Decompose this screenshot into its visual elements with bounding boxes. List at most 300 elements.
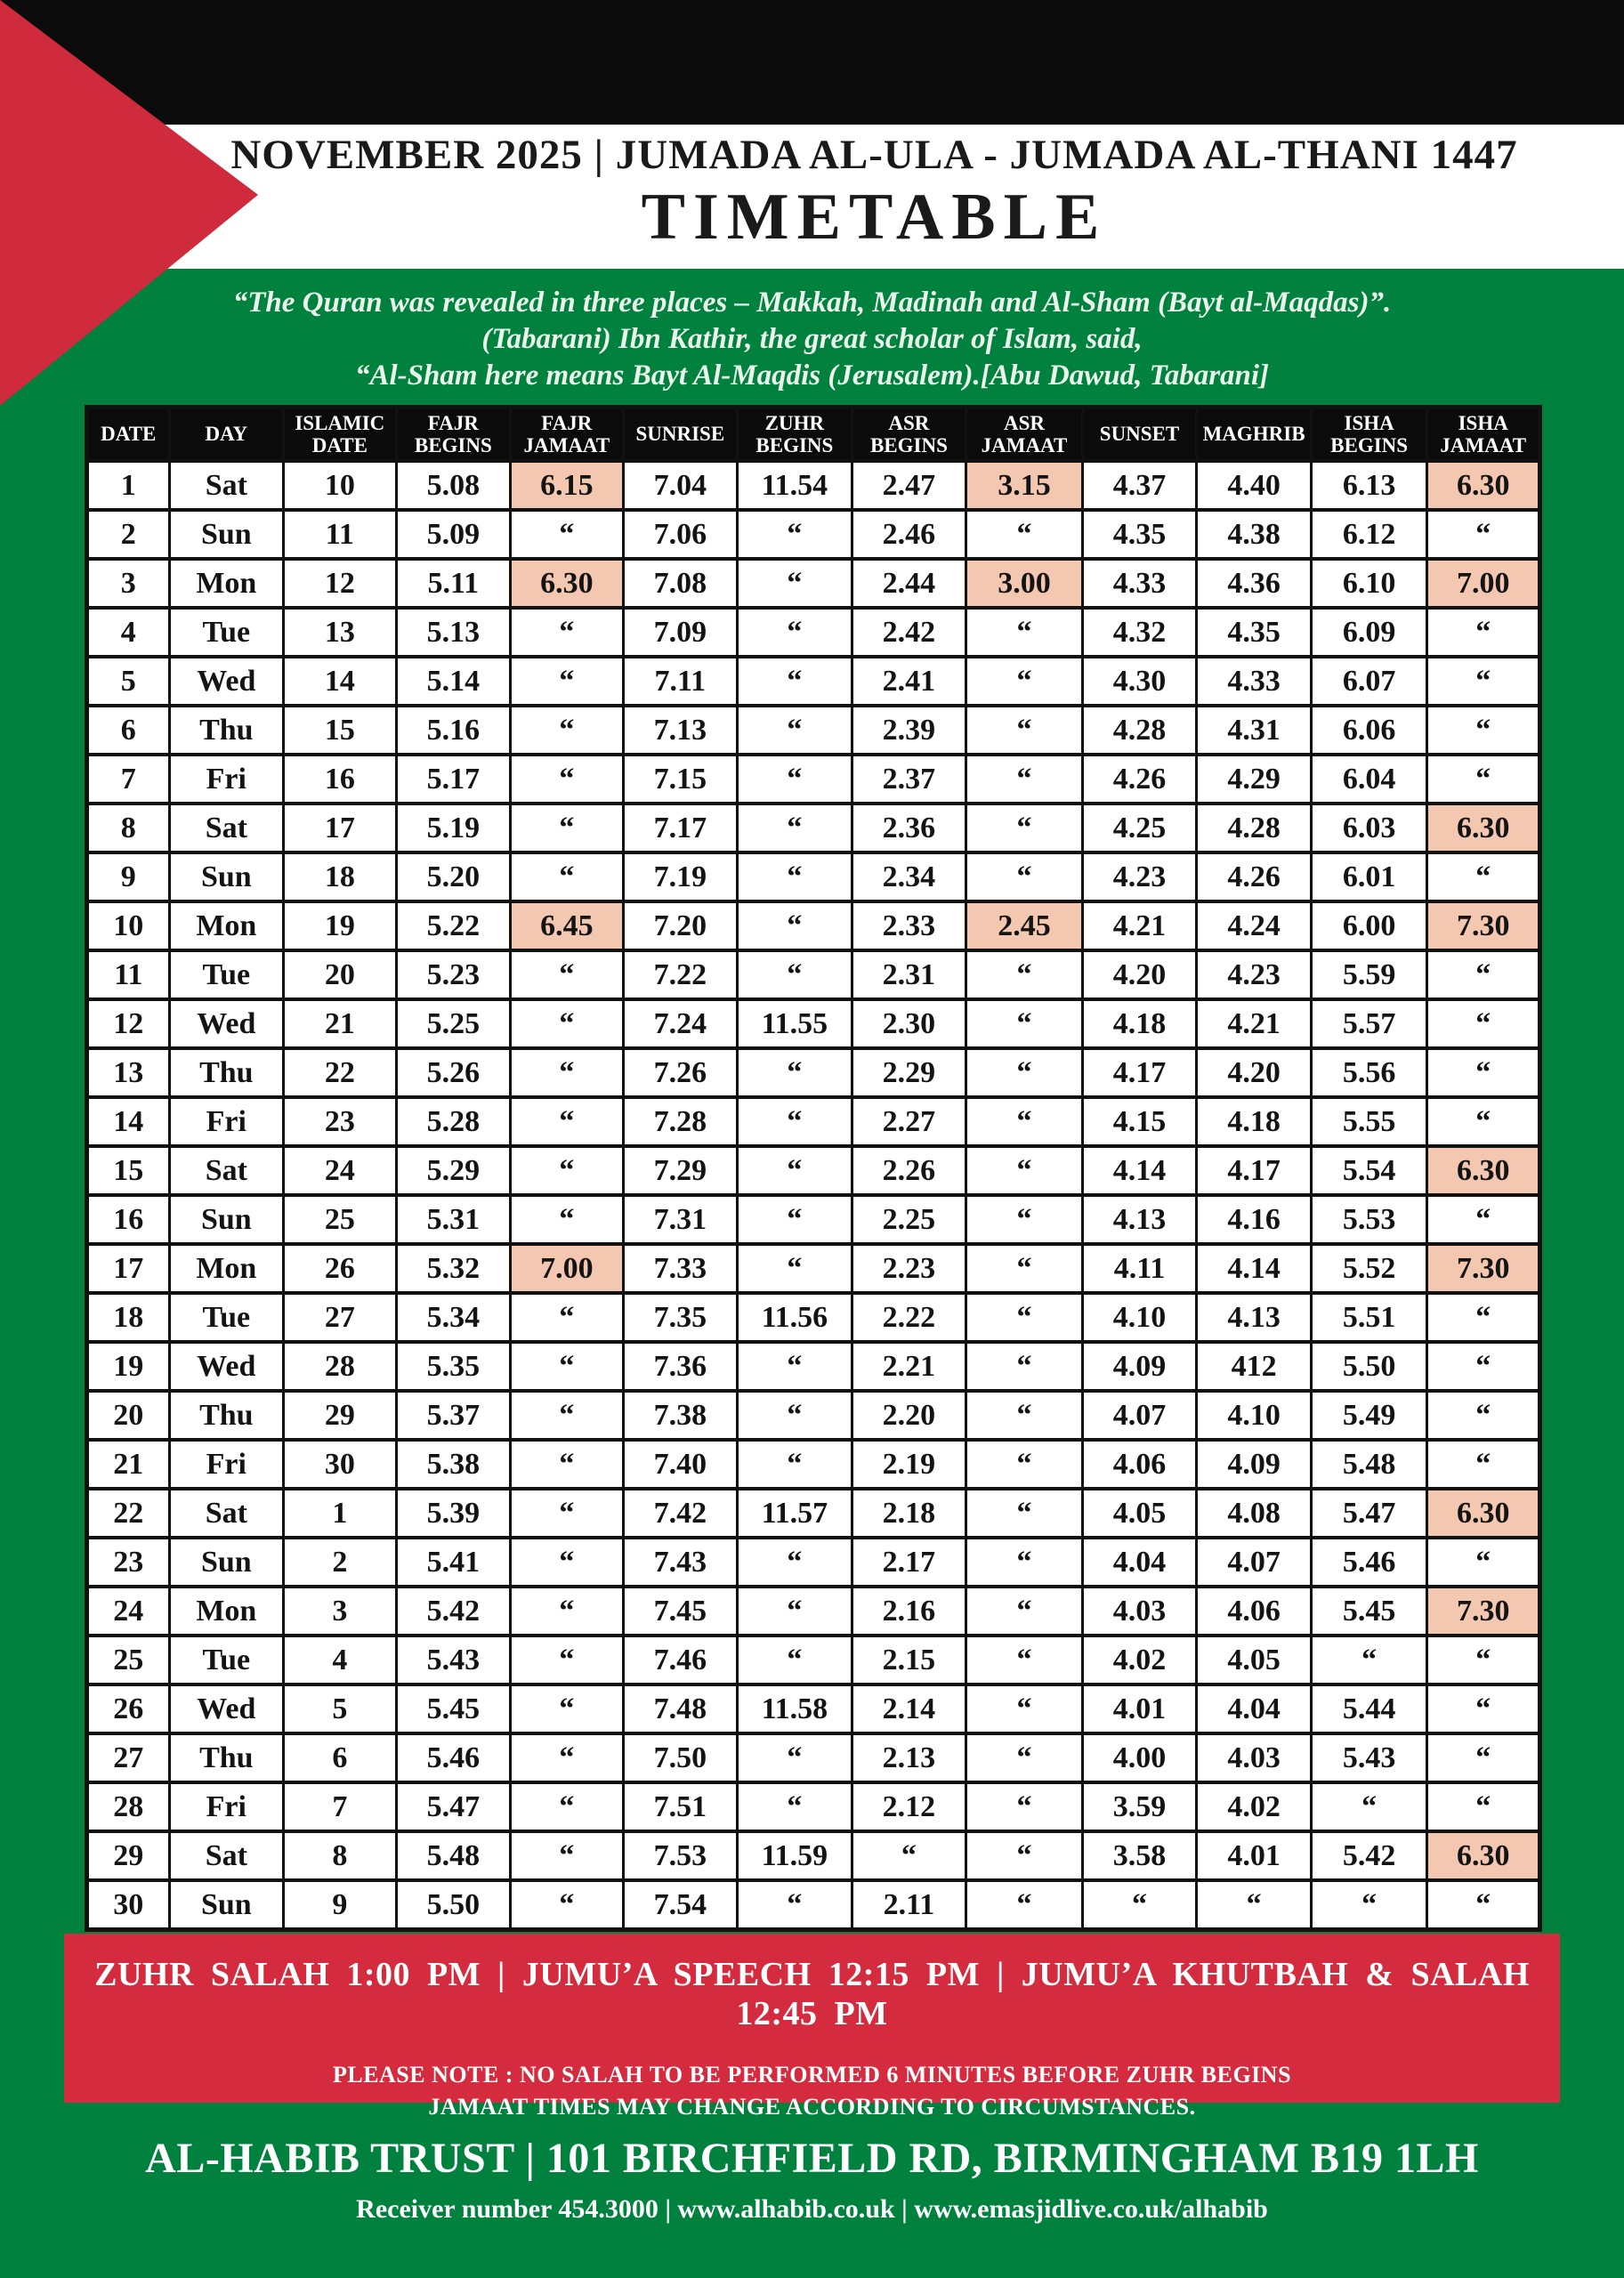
- table-cell: “: [966, 706, 1083, 755]
- table-cell: 3: [87, 559, 170, 608]
- table-row: [87, 999, 1540, 1048]
- table-cell: 4.04: [1082, 1538, 1197, 1587]
- table-cell: “: [1197, 1880, 1312, 1930]
- table-cell: 12: [284, 559, 396, 608]
- table-cell: 6.04: [1311, 755, 1427, 804]
- table-cell: 7.48: [623, 1684, 738, 1733]
- table-cell: 28: [87, 1782, 170, 1831]
- table-row: [87, 657, 1540, 706]
- table-cell: 4.18: [1197, 1097, 1312, 1146]
- table-cell: “: [738, 1391, 852, 1440]
- table-cell: 29: [87, 1831, 170, 1880]
- table-cell: “: [738, 901, 852, 950]
- table-cell: Sun: [169, 852, 284, 901]
- table-cell: 10: [284, 461, 396, 510]
- table-cell: 4.03: [1197, 1733, 1312, 1782]
- table-cell: 15: [87, 1146, 170, 1195]
- table-cell: 7.26: [623, 1048, 738, 1097]
- table-cell: 7.53: [623, 1831, 738, 1880]
- table-cell: 18: [284, 852, 396, 901]
- table-cell: “: [511, 1097, 623, 1146]
- table-cell: 4.29: [1197, 755, 1312, 804]
- jumua-info-banner: [64, 1934, 1560, 2120]
- table-cell: 1: [87, 461, 170, 510]
- table-cell: 5.55: [1311, 1097, 1427, 1146]
- table-cell: 5.19: [396, 804, 511, 852]
- table-cell: 4.17: [1197, 1146, 1312, 1195]
- table-cell: 9: [87, 852, 170, 901]
- table-cell: 4.09: [1082, 1342, 1197, 1391]
- table-row: [87, 461, 1540, 510]
- table-cell: 2.30: [852, 999, 966, 1048]
- table-cell: “: [511, 1391, 623, 1440]
- table-cell: 6.12: [1311, 510, 1427, 559]
- table-cell: 4.20: [1082, 950, 1197, 999]
- table-cell: “: [1427, 1636, 1540, 1684]
- table-cell: 5.39: [396, 1489, 511, 1538]
- table-cell: 4.01: [1197, 1831, 1312, 1880]
- table-cell: “: [738, 1880, 852, 1930]
- table-cell: 7.08: [623, 559, 738, 608]
- table-cell: “: [1427, 706, 1540, 755]
- table-row: [87, 1782, 1540, 1831]
- table-row: [87, 510, 1540, 559]
- table-cell: 6.15: [511, 461, 623, 510]
- table-cell: 4.35: [1197, 608, 1312, 657]
- table-cell: Wed: [169, 657, 284, 706]
- table-cell: 4: [87, 608, 170, 657]
- table-cell: 13: [284, 608, 396, 657]
- table-cell: Wed: [169, 1342, 284, 1391]
- table-cell: “: [1427, 1048, 1540, 1097]
- table-cell: “: [511, 852, 623, 901]
- table-cell: 412: [1197, 1342, 1312, 1391]
- table-cell: 6.30: [511, 559, 623, 608]
- table-cell: “: [1427, 1342, 1540, 1391]
- header-row: [87, 408, 1540, 462]
- table-cell: 4.28: [1082, 706, 1197, 755]
- table-cell: 7.42: [623, 1489, 738, 1538]
- table-cell: 24: [284, 1146, 396, 1195]
- table-cell: “: [1427, 1097, 1540, 1146]
- table-cell: 13: [87, 1048, 170, 1097]
- table-cell: “: [511, 608, 623, 657]
- table-cell: “: [966, 608, 1083, 657]
- table-cell: 5.47: [1311, 1489, 1427, 1538]
- table-cell: “: [966, 1293, 1083, 1342]
- table-cell: 5.14: [396, 657, 511, 706]
- table-cell: 4.13: [1197, 1293, 1312, 1342]
- table-cell: “: [966, 1733, 1083, 1782]
- footer-address: AL-HABIB TRUST | 101 BIRCHFIELD RD, BIRMINGHAM B19 1LH: [145, 2135, 1479, 2182]
- table-cell: “: [966, 1636, 1083, 1684]
- table-cell: 4.00: [1082, 1733, 1197, 1782]
- column-header-sunset: SUNSET: [1082, 408, 1197, 462]
- table-cell: 16: [87, 1195, 170, 1244]
- table-cell: 1: [284, 1489, 396, 1538]
- table-cell: 5.23: [396, 950, 511, 999]
- table-cell: 6.30: [1427, 461, 1540, 510]
- table-cell: 4.15: [1082, 1097, 1197, 1146]
- table-cell: 7.51: [623, 1782, 738, 1831]
- table-cell: 7.22: [623, 950, 738, 999]
- page-title: NOVEMBER 2025 | JUMADA AL-ULA - JUMADA AL-THANI 1447: [230, 132, 1518, 178]
- table-cell: 8: [87, 804, 170, 852]
- table-cell: 4.02: [1082, 1636, 1197, 1684]
- table-cell: 2.34: [852, 852, 966, 901]
- table-cell: “: [1082, 1880, 1197, 1930]
- table-cell: 7.43: [623, 1538, 738, 1587]
- table-cell: 3.59: [1082, 1782, 1197, 1831]
- table-cell: 4.38: [1197, 510, 1312, 559]
- table-cell: 5.56: [1311, 1048, 1427, 1097]
- table-row: [87, 1489, 1540, 1538]
- table-cell: 19: [87, 1342, 170, 1391]
- table-cell: 5.11: [396, 559, 511, 608]
- table-cell: 5: [87, 657, 170, 706]
- table-cell: “: [1427, 608, 1540, 657]
- table-cell: 4.25: [1082, 804, 1197, 852]
- column-header-fajr-begins: FAJR BEGINS: [396, 408, 511, 462]
- column-header-asr-jamaat: ASR JAMAAT: [966, 408, 1083, 462]
- table-cell: “: [738, 1097, 852, 1146]
- table-cell: 17: [87, 1244, 170, 1293]
- table-cell: 5.49: [1311, 1391, 1427, 1440]
- table-cell: 2.18: [852, 1489, 966, 1538]
- table-cell: “: [738, 1538, 852, 1587]
- table-cell: 5.43: [396, 1636, 511, 1684]
- table-cell: “: [511, 950, 623, 999]
- table-cell: 4.31: [1197, 706, 1312, 755]
- table-cell: “: [1427, 1782, 1540, 1831]
- table-cell: 2.41: [852, 657, 966, 706]
- table-cell: “: [738, 510, 852, 559]
- table-cell: 5.48: [1311, 1440, 1427, 1489]
- table-cell: 4.10: [1197, 1391, 1312, 1440]
- table-cell: 26: [87, 1684, 170, 1733]
- table-cell: 5.51: [1311, 1293, 1427, 1342]
- table-cell: 11.56: [738, 1293, 852, 1342]
- table-cell: 4.36: [1197, 559, 1312, 608]
- table-cell: “: [966, 852, 1083, 901]
- table-cell: 6.03: [1311, 804, 1427, 852]
- table-cell: Thu: [169, 1048, 284, 1097]
- table-cell: 4.02: [1197, 1782, 1312, 1831]
- table-cell: 4.05: [1197, 1636, 1312, 1684]
- table-cell: “: [511, 706, 623, 755]
- column-header-isha-begins: ISHA BEGINS: [1311, 408, 1427, 462]
- table-row: [87, 1538, 1540, 1587]
- table-cell: “: [966, 1391, 1083, 1440]
- table-cell: 4.09: [1197, 1440, 1312, 1489]
- table-cell: 4.26: [1197, 852, 1312, 901]
- table-cell: 7.13: [623, 706, 738, 755]
- table-cell: 7.31: [623, 1195, 738, 1244]
- table-cell: 7.54: [623, 1880, 738, 1930]
- table-cell: 28: [284, 1342, 396, 1391]
- table-row: [87, 706, 1540, 755]
- table-cell: 18: [87, 1293, 170, 1342]
- table-cell: “: [738, 1342, 852, 1391]
- table-cell: “: [966, 999, 1083, 1048]
- table-cell: “: [966, 755, 1083, 804]
- table-row: [87, 1097, 1540, 1146]
- table-cell: 29: [284, 1391, 396, 1440]
- table-cell: Sat: [169, 1831, 284, 1880]
- table-cell: 2.31: [852, 950, 966, 999]
- table-cell: 2.17: [852, 1538, 966, 1587]
- table-cell: Sun: [169, 1538, 284, 1587]
- table-cell: 7.30: [1427, 1587, 1540, 1636]
- column-header-asr-begins: ASR BEGINS: [852, 408, 966, 462]
- table-cell: “: [966, 1782, 1083, 1831]
- table-cell: “: [738, 706, 852, 755]
- table-cell: 4.04: [1197, 1684, 1312, 1733]
- table-cell: 4.16: [1197, 1195, 1312, 1244]
- flag-black-bar: [0, 0, 1624, 125]
- table-cell: 24: [87, 1587, 170, 1636]
- table-cell: “: [738, 1048, 852, 1097]
- table-cell: Thu: [169, 706, 284, 755]
- table-row: [87, 1048, 1540, 1097]
- table-row: [87, 804, 1540, 852]
- table-cell: Thu: [169, 1391, 284, 1440]
- table-cell: 4.32: [1082, 608, 1197, 657]
- table-cell: “: [738, 1587, 852, 1636]
- table-cell: 5.50: [1311, 1342, 1427, 1391]
- table-cell: 7.06: [623, 510, 738, 559]
- table-cell: “: [1427, 1684, 1540, 1733]
- table-cell: 2.29: [852, 1048, 966, 1097]
- table-cell: 7.28: [623, 1097, 738, 1146]
- table-cell: “: [511, 510, 623, 559]
- table-row: [87, 1391, 1540, 1440]
- page-subtitle: TIMETABLE: [641, 181, 1108, 254]
- table-cell: 16: [284, 755, 396, 804]
- table-cell: 3.15: [966, 461, 1083, 510]
- table-cell: 7.24: [623, 999, 738, 1048]
- table-cell: 6.30: [1427, 1831, 1540, 1880]
- table-cell: Sun: [169, 1880, 284, 1930]
- table-cell: 4.08: [1197, 1489, 1312, 1538]
- table-cell: “: [1427, 1733, 1540, 1782]
- table-cell: “: [1427, 510, 1540, 559]
- table-cell: Mon: [169, 559, 284, 608]
- table-cell: 11.54: [738, 461, 852, 510]
- table-cell: 7.35: [623, 1293, 738, 1342]
- table-cell: 10: [87, 901, 170, 950]
- table-cell: “: [511, 999, 623, 1048]
- table-cell: 4.13: [1082, 1195, 1197, 1244]
- table-cell: Tue: [169, 1293, 284, 1342]
- table-cell: Fri: [169, 1097, 284, 1146]
- table-cell: Wed: [169, 999, 284, 1048]
- table-cell: 5.47: [396, 1782, 511, 1831]
- table-cell: “: [966, 1538, 1083, 1587]
- table-cell: “: [966, 1880, 1083, 1930]
- table-cell: 21: [87, 1440, 170, 1489]
- table-cell: 5.42: [1311, 1831, 1427, 1880]
- table-cell: 4.21: [1197, 999, 1312, 1048]
- table-cell: “: [738, 559, 852, 608]
- table-cell: 30: [284, 1440, 396, 1489]
- table-cell: 5: [284, 1684, 396, 1733]
- table-cell: Mon: [169, 1587, 284, 1636]
- table-cell: “: [511, 1733, 623, 1782]
- table-cell: 7.19: [623, 852, 738, 901]
- table-row: [87, 852, 1540, 901]
- table-cell: 4.40: [1197, 461, 1312, 510]
- table-cell: 6.09: [1311, 608, 1427, 657]
- table-cell: 5.35: [396, 1342, 511, 1391]
- table-cell: 4.06: [1082, 1440, 1197, 1489]
- table-cell: 4.17: [1082, 1048, 1197, 1097]
- table-cell: 2.33: [852, 901, 966, 950]
- table-cell: 9: [284, 1880, 396, 1930]
- table-cell: “: [511, 1587, 623, 1636]
- table-cell: “: [966, 1831, 1083, 1880]
- table-cell: Fri: [169, 1782, 284, 1831]
- table-cell: 5.13: [396, 608, 511, 657]
- table-cell: 5.48: [396, 1831, 511, 1880]
- table-cell: Thu: [169, 1733, 284, 1782]
- table-cell: 6.30: [1427, 1146, 1540, 1195]
- table-cell: 5.22: [396, 901, 511, 950]
- table-cell: “: [966, 1097, 1083, 1146]
- table-cell: 4.26: [1082, 755, 1197, 804]
- table-cell: 5.28: [396, 1097, 511, 1146]
- table-cell: 7.29: [623, 1146, 738, 1195]
- table-cell: 4.05: [1082, 1489, 1197, 1538]
- table-cell: “: [738, 657, 852, 706]
- table-cell: 6.06: [1311, 706, 1427, 755]
- banner-prayer-times: ZUHR SALAH 1:00 PM | JUMU’A SPEECH 12:15 PM | JUMU’A KHUTBAH & SALAH 12:45 PM: [94, 1956, 1530, 2032]
- table-cell: Wed: [169, 1684, 284, 1733]
- table-cell: 4.21: [1082, 901, 1197, 950]
- table-cell: “: [511, 1782, 623, 1831]
- table-cell: 7.33: [623, 1244, 738, 1293]
- table-cell: 4.35: [1082, 510, 1197, 559]
- table-cell: 4.23: [1197, 950, 1312, 999]
- table-cell: “: [1311, 1880, 1427, 1930]
- table-cell: 4.28: [1197, 804, 1312, 852]
- table-cell: 25: [87, 1636, 170, 1684]
- footer-contacts: Receiver number 454.3000 | www.alhabib.co.uk | www.emasjidlive.co.uk/alhabib: [356, 2194, 1268, 2224]
- table-cell: “: [1311, 1782, 1427, 1831]
- table-row: [87, 755, 1540, 804]
- table-cell: “: [738, 1244, 852, 1293]
- table-cell: “: [511, 1195, 623, 1244]
- table-cell: “: [1427, 1440, 1540, 1489]
- table-cell: 4.07: [1082, 1391, 1197, 1440]
- table-row: [87, 1831, 1540, 1880]
- table-row: [87, 1195, 1540, 1244]
- timetable-body: [87, 461, 1540, 1930]
- table-cell: “: [511, 1489, 623, 1538]
- table-cell: 3.58: [1082, 1831, 1197, 1880]
- table-cell: 27: [284, 1293, 396, 1342]
- table-row: [87, 1636, 1540, 1684]
- table-cell: “: [966, 804, 1083, 852]
- table-cell: 7.20: [623, 901, 738, 950]
- table-cell: Sat: [169, 1489, 284, 1538]
- table-cell: 2.13: [852, 1733, 966, 1782]
- prayer-times-table: [85, 405, 1542, 1932]
- table-cell: 7: [284, 1782, 396, 1831]
- table-row: [87, 950, 1540, 999]
- header: [133, 131, 1615, 255]
- table-cell: 3.00: [966, 559, 1083, 608]
- table-cell: 5.57: [1311, 999, 1427, 1048]
- table-cell: “: [738, 1146, 852, 1195]
- table-cell: 5.52: [1311, 1244, 1427, 1293]
- table-cell: 2.14: [852, 1684, 966, 1733]
- table-cell: “: [1427, 657, 1540, 706]
- table-row: [87, 1440, 1540, 1489]
- table-cell: 30: [87, 1880, 170, 1930]
- table-cell: “: [1311, 1636, 1427, 1684]
- table-row: [87, 559, 1540, 608]
- table-cell: 6.07: [1311, 657, 1427, 706]
- table-cell: “: [511, 1293, 623, 1342]
- table-cell: 17: [284, 804, 396, 852]
- table-cell: 26: [284, 1244, 396, 1293]
- table-cell: 23: [284, 1097, 396, 1146]
- table-cell: 5.41: [396, 1538, 511, 1587]
- table-cell: 2.47: [852, 461, 966, 510]
- table-cell: 5.25: [396, 999, 511, 1048]
- table-cell: “: [1427, 1538, 1540, 1587]
- table-cell: 4.24: [1197, 901, 1312, 950]
- table-cell: “: [738, 1782, 852, 1831]
- table-cell: 6: [284, 1733, 396, 1782]
- table-cell: “: [966, 1342, 1083, 1391]
- table-cell: 7.30: [1427, 1244, 1540, 1293]
- table-cell: 4.14: [1197, 1244, 1312, 1293]
- table-cell: “: [1427, 950, 1540, 999]
- table-row: [87, 1244, 1540, 1293]
- table-cell: 4.33: [1197, 657, 1312, 706]
- column-header-islamic-date: ISLAMIC DATE: [284, 408, 396, 462]
- table-cell: 11.59: [738, 1831, 852, 1880]
- table-cell: Tue: [169, 608, 284, 657]
- table-cell: 4.18: [1082, 999, 1197, 1048]
- table-cell: 5.17: [396, 755, 511, 804]
- table-row: [87, 901, 1540, 950]
- table-cell: 5.16: [396, 706, 511, 755]
- table-cell: Fri: [169, 755, 284, 804]
- table-row: [87, 1733, 1540, 1782]
- table-cell: 22: [87, 1489, 170, 1538]
- table-cell: 6.00: [1311, 901, 1427, 950]
- table-cell: Sat: [169, 804, 284, 852]
- banner-note-2: JAMAAT TIMES MAY CHANGE ACCORDING TO CIRCUMSTANCES.: [428, 2094, 1196, 2120]
- table-cell: 20: [284, 950, 396, 999]
- table-cell: 6.10: [1311, 559, 1427, 608]
- table-cell: “: [511, 1831, 623, 1880]
- table-cell: Tue: [169, 950, 284, 999]
- table-cell: 7.15: [623, 755, 738, 804]
- table-cell: 2.11: [852, 1880, 966, 1930]
- table-cell: Fri: [169, 1440, 284, 1489]
- quote-line-1: “The Quran was revealed in three places – Makkah, Madinah and Al-Sham (Bayt al-Maqdas)”.: [232, 287, 1392, 319]
- table-cell: 4: [284, 1636, 396, 1684]
- table-cell: 5.46: [396, 1733, 511, 1782]
- table-cell: 4.06: [1197, 1587, 1312, 1636]
- column-header-sunrise: SUNRISE: [623, 408, 738, 462]
- table-cell: 5.20: [396, 852, 511, 901]
- table-cell: 11.57: [738, 1489, 852, 1538]
